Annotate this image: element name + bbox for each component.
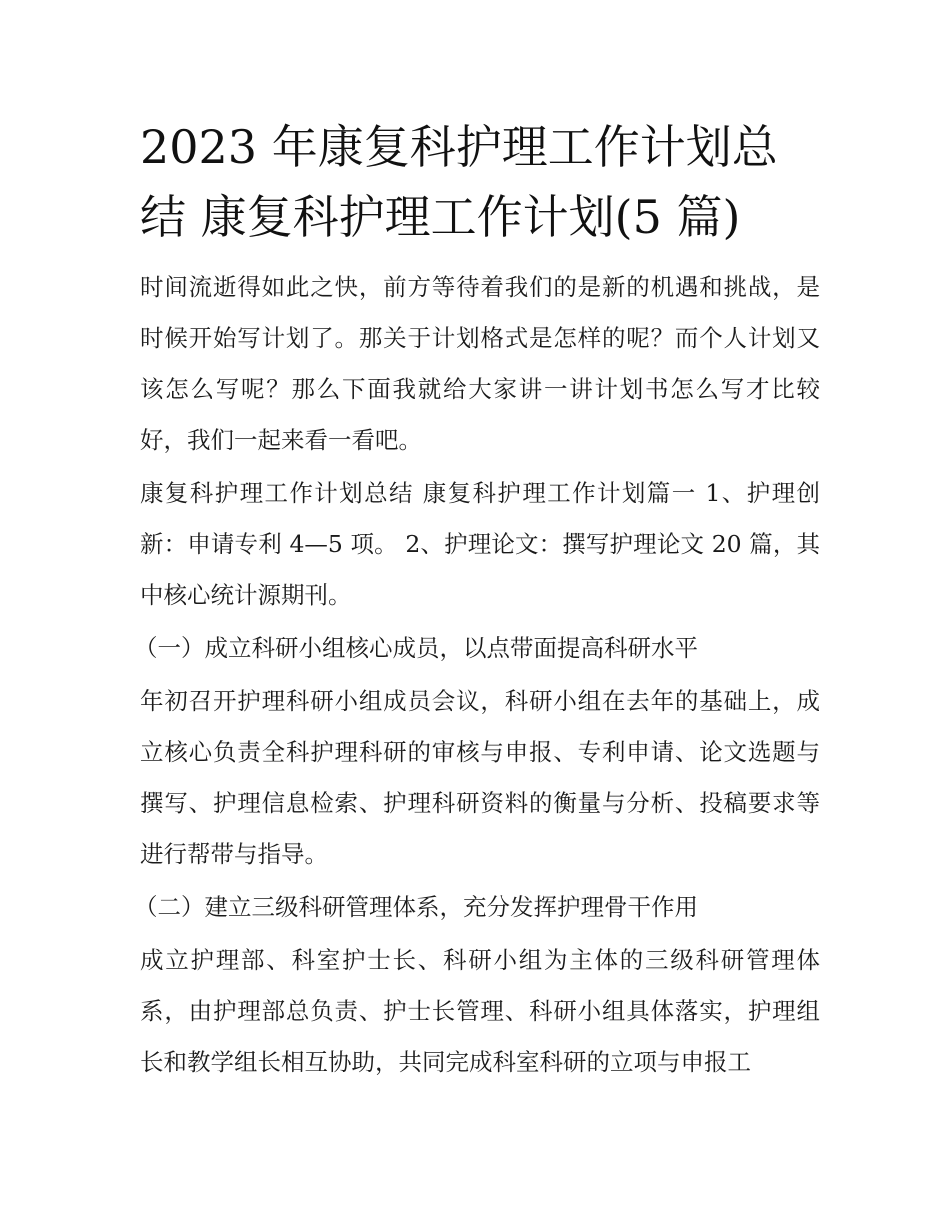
title-line-1: 2023 年康复科护理工作计划总: [140, 120, 778, 174]
title-line-2: 结 康复科护理工作计划(5 篇): [140, 190, 741, 244]
document-title: [140, 112, 820, 252]
section-1-paragraph: 年初召开护理科研小组成员会议，科研小组在去年的基础上，成立核心负责全科护理科研的审核与申报、专利申请、论文选题与撰写、护理信息检索、护理科研资料的衡量与分析、投稿要求等进行帮带与指导。: [140, 687, 820, 868]
plan-goals-paragraph: 康复科护理工作计划总结 康复科护理工作计划篇一 1、护理创新：申请专利 4—5 项。 2、护理论文：撰写护理论文 20 篇，其中核心统计源期刊。: [140, 479, 820, 609]
intro-paragraph: 时间流逝得如此之快，前方等待着我们的是新的机遇和挑战，是时候开始写计划了。那关于计划格式是怎样的呢？而个人计划又该怎么写呢？那么下面我就给大家讲一讲计划书怎么写才比较好，我们一起来看一看吧。: [140, 273, 820, 454]
section-2-paragraph: 成立护理部、科室护士长、科研小组为主体的三级科研管理体系，由护理部总负责、护士长管理、科研小组具体落实，护理组长和教学组长相互协助，共同完成科室科研的立项与申报工: [140, 946, 820, 1076]
document-body: [134, 112, 820, 1090]
section-heading-2: （二）建立三级科研管理体系，充分发挥护理骨干作用: [134, 893, 698, 921]
section-heading-1: （一）成立科研小组核心成员，以点带面提高科研水平: [134, 634, 698, 662]
